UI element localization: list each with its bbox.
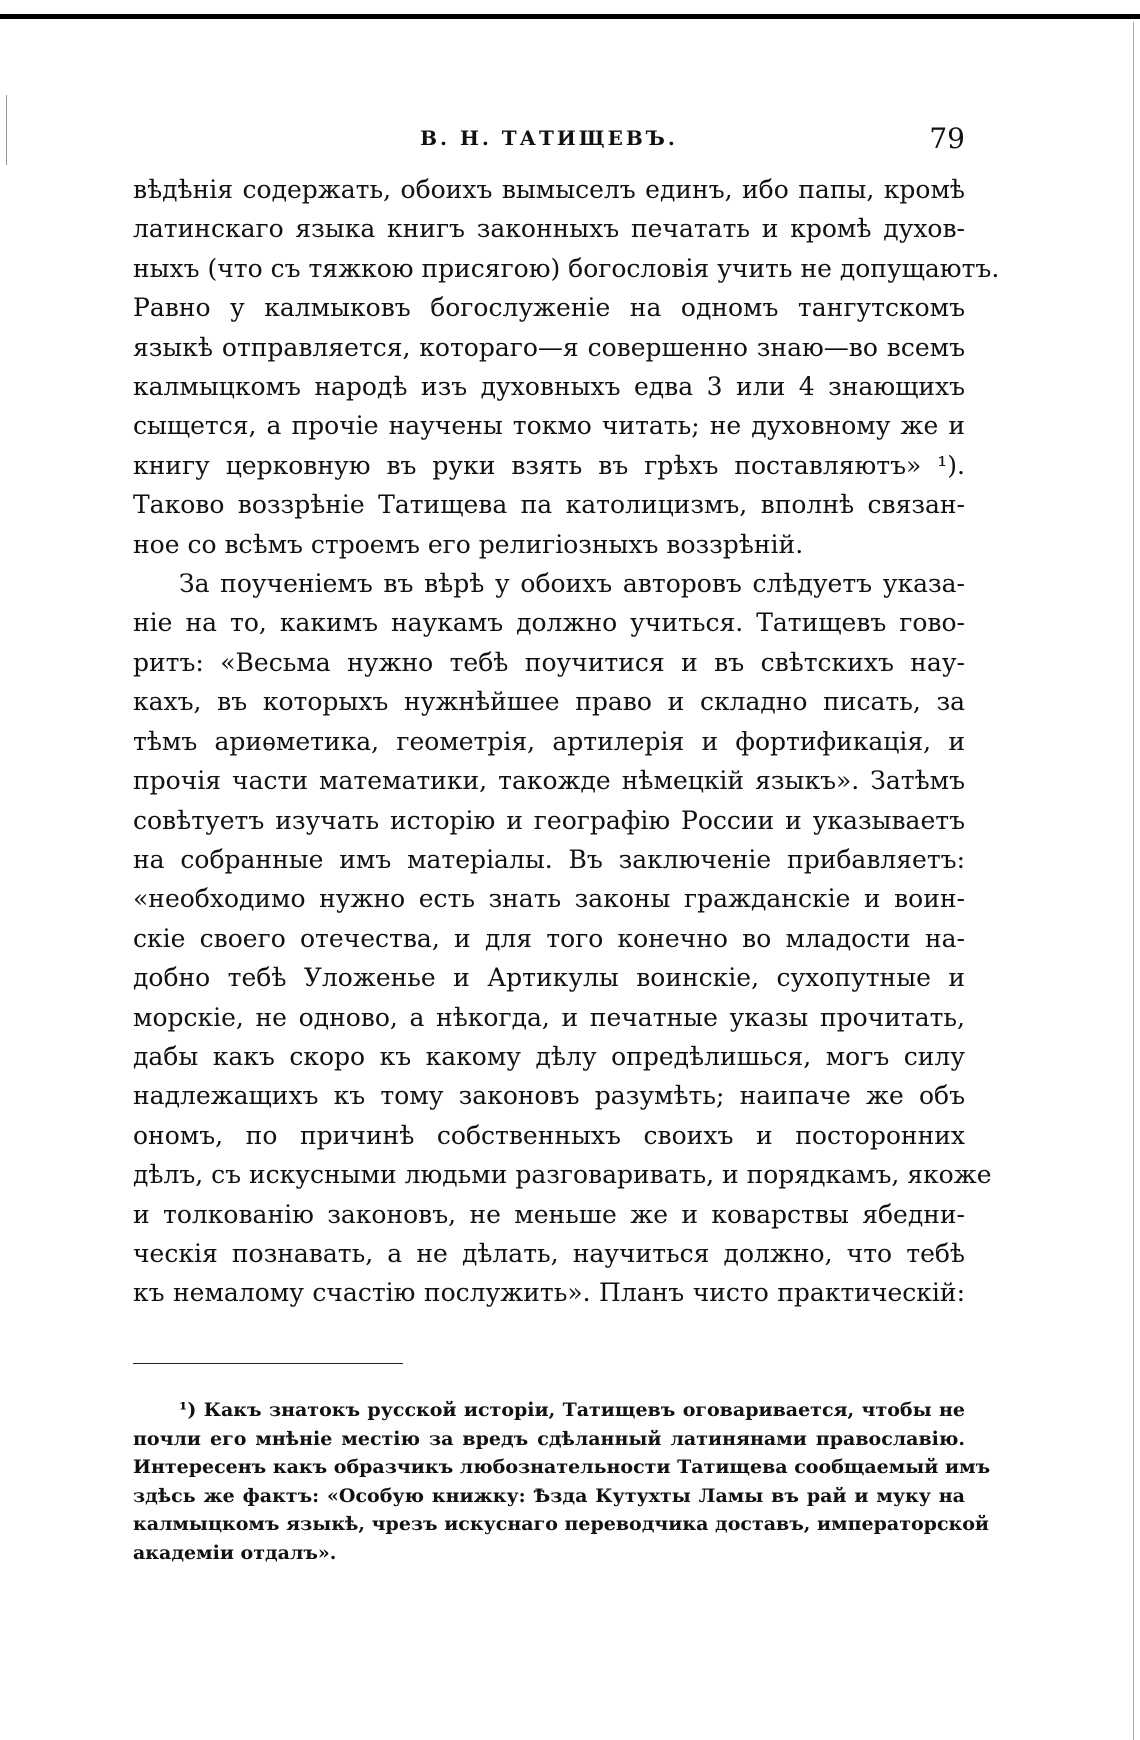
- body-line: латинскаго языка книгъ законныхъ печатать и кромѣ духов-: [133, 214, 965, 244]
- body-line: тѣмъ ариѳметика, геометрія, артилерія и фортификація, и: [133, 726, 965, 756]
- body-line: ономъ, по причинѣ собственныхъ своихъ и посторонних: [133, 1120, 965, 1150]
- body-line: «необходимо нужно есть знать законы гражданскіе и воин-: [133, 884, 965, 914]
- footnote-line: здѣсь же фактъ: «Особую книжку: Ѣзда Кутухты Ламы въ рай и муку на: [133, 1484, 965, 1507]
- body-line: ческія познавать, а не дѣлать, научиться должно, что тебѣ: [133, 1238, 965, 1268]
- left-scan-edge: [6, 95, 7, 165]
- body-line: на собранные имъ матеріалы. Въ заключеніе прибавляетъ:: [133, 844, 965, 874]
- body-line: къ немалому счастію послужить». Планъ чисто практическій:: [133, 1278, 965, 1308]
- body-line: вѣдѣнія содержать, обоихъ вымыселъ единъ, ибо папы, кромѣ: [133, 175, 965, 204]
- body-line: добно тебѣ Уложенье и Артикулы воинскіе, сухопутные и: [133, 963, 965, 993]
- body-line: языкѣ отправляется, котораго—я совершенно знаю—во всемъ: [133, 332, 965, 362]
- body-line: книгу церковную въ руки взять въ грѣхъ поставляютъ» ¹).: [133, 450, 965, 480]
- running-head: [133, 122, 965, 162]
- footnote-line: ¹) Какъ знатокъ русской исторіи, Татищевъ оговаривается, чтобы не: [179, 1399, 965, 1421]
- footnote-line: почли его мнѣніе местію за вредъ сдѣланный латинянами православію.: [133, 1427, 965, 1450]
- body-line: и толкованію законовъ, не меньше же и коварствы ябедни-: [133, 1199, 965, 1229]
- page-number: 79: [929, 122, 965, 155]
- footnote-line: калмыцкомъ языкѣ, чрезъ искуснаго переводчика доставъ, императорской: [133, 1513, 990, 1535]
- body-line: сыщется, а прочіе научены токмо читать; не духовному же и: [133, 411, 965, 441]
- body-line: дѣлъ, съ искусными людьми разговаривать, и порядкамъ, якоже: [133, 1160, 992, 1190]
- running-title: В. Н. ТАТИЩЕВЪ.: [420, 126, 678, 150]
- footnote-separator: [133, 1363, 403, 1364]
- body-line: морскіе, не одново, а нѣкогда, и печатные указы прочитать,: [133, 1002, 965, 1032]
- body-line: ныхъ (что съ тяжкою присягою) богословія учить не допущаютъ.: [133, 253, 1000, 283]
- footnote-line: Интересенъ какъ образчикъ любознательности Татищева сообщаемый имъ: [133, 1456, 991, 1478]
- body-line: Равно у калмыковъ богослуженіе на одномъ тангутскомъ: [133, 293, 965, 323]
- body-line: надлежащихъ къ тому законовъ разумѣть; наипаче же объ: [133, 1081, 965, 1111]
- body-line: ное со всѣмъ строемъ его религіозныхъ воззрѣній.: [133, 529, 804, 559]
- footnote: [133, 1396, 991, 1567]
- body-line: дабы какъ скоро къ какому дѣлу опредѣлишься, могъ силу: [133, 1041, 965, 1071]
- body-line: калмыцкомъ народѣ изъ духовныхъ едва 3 или 4 знающихъ: [133, 372, 965, 402]
- body-line: За поученіемъ въ вѣрѣ у обоихъ авторовъ слѣдуетъ указа-: [179, 569, 965, 599]
- main-body-text: [133, 170, 1000, 1313]
- body-line: прочія части математики, такожде нѣмецкій языкъ». Затѣмъ: [133, 766, 965, 796]
- body-line: ритъ: «Весьма нужно тебѣ поучитися и въ свѣтскихъ нау-: [133, 647, 965, 677]
- body-line: ніе на то, какимъ наукамъ должно учиться. Татищевъ гово-: [133, 608, 965, 638]
- footnote-line: академіи отдалъ».: [133, 1541, 337, 1564]
- body-line: кахъ, въ которыхъ нужнѣйшее право и складно писать, за: [133, 687, 965, 717]
- body-line: совѣтуетъ изучать исторію и географію России и указываетъ: [133, 805, 965, 835]
- right-scan-edge: [1133, 22, 1134, 1740]
- body-line: скіе своего отечества, и для того конечно во младости на-: [133, 923, 965, 953]
- body-line: Таково воззрѣніе Татищева па католицизмъ, вполнѣ связан-: [133, 490, 965, 520]
- top-page-rule: [0, 14, 1140, 19]
